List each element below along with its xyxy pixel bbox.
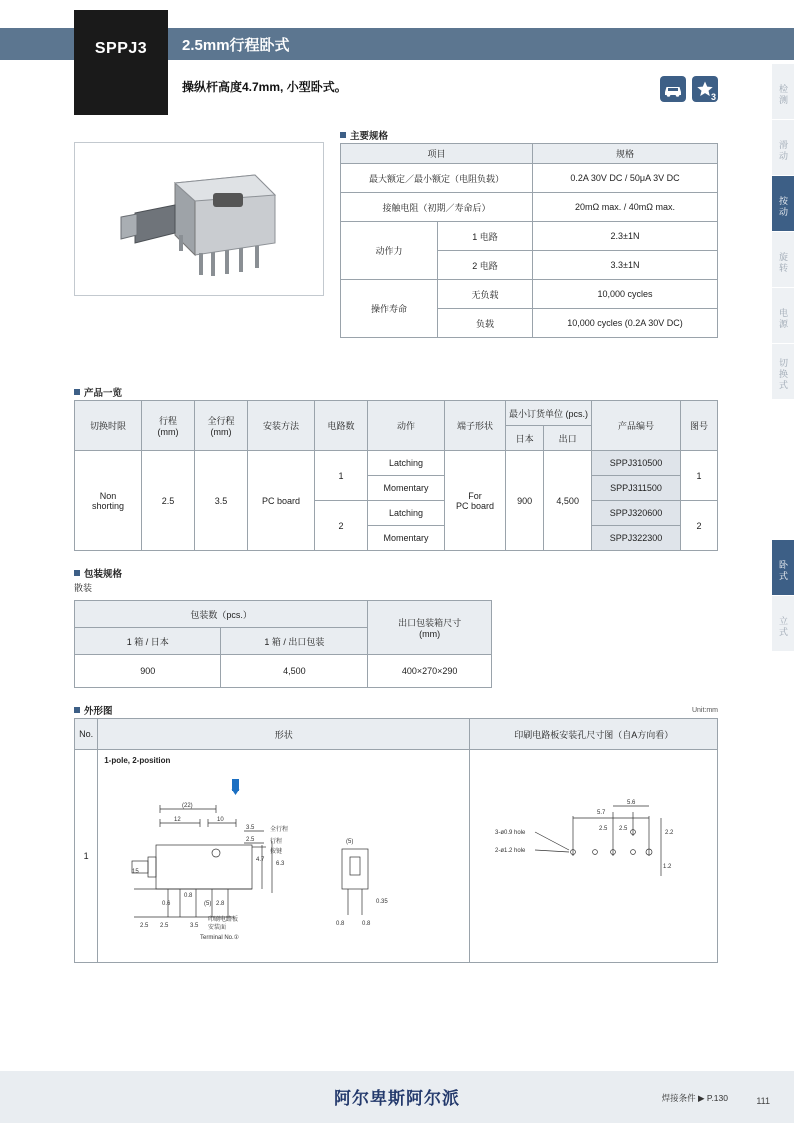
svg-text:0.8: 0.8 [336, 921, 345, 927]
switching-l1: Non [99, 490, 117, 501]
cell-travel: 2.5 [142, 451, 195, 551]
car-icon [660, 76, 686, 102]
packing-value-japan: 900 [75, 655, 221, 688]
spec-header-item: 项目 [341, 144, 533, 164]
spec-life-value: 10,000 cycles (0.2A 30V DC) [533, 309, 718, 338]
col-circuits: 电路数 [315, 401, 368, 451]
outline-shape-cell [98, 750, 470, 963]
packing-box-l2: (mm) [419, 629, 441, 639]
col-full-l2: (mm) [210, 427, 232, 437]
cell-partno: SPPJ310500 [592, 451, 681, 476]
footer-note[interactable]: 焊接条件 ▶ P.130 [661, 1093, 728, 1103]
svg-text:2.5: 2.5 [246, 837, 255, 843]
cell-terminal [445, 451, 506, 551]
right-tab-group [772, 64, 794, 400]
star-icon [692, 76, 718, 102]
table-row [75, 451, 718, 476]
cell-moq-japan: 900 [506, 451, 544, 551]
right-tab-group-2 [772, 540, 794, 652]
cell-partno: SPPJ320600 [592, 501, 681, 526]
cell-fig: 1 [681, 451, 718, 501]
spec-life-label: 操作寿命 [341, 280, 438, 338]
col-partno: 产品编号 [592, 401, 681, 451]
spec-header-value: 规格 [533, 144, 718, 164]
svg-text:2-ø1.2 hole: 2-ø1.2 hole [494, 848, 526, 854]
packing-table [74, 600, 492, 688]
svg-text:2.5: 2.5 [598, 826, 608, 832]
tab-power[interactable]: 电源 [772, 288, 794, 344]
cell-circuit: 2 [315, 501, 368, 551]
svg-text:5.6: 5.6 [626, 800, 636, 806]
product-section-title: 产品一览 [74, 385, 122, 399]
packing-box-header [368, 601, 492, 655]
cell-switching [75, 451, 142, 551]
spec-force-label: 动作力 [341, 222, 438, 280]
spec-force-sub: 1 电路 [438, 222, 533, 251]
svg-text:10: 10 [217, 817, 224, 823]
product-code-block [74, 10, 168, 115]
svg-text:3.5: 3.5 [190, 923, 199, 929]
tab-slide[interactable]: 滑动 [772, 120, 794, 176]
col-travel-l1: 行程 [158, 416, 177, 426]
tab-switching[interactable]: 切换式 [772, 344, 794, 400]
spec-life-sub: 负载 [438, 309, 533, 338]
terminal-l1: For [468, 490, 482, 501]
col-full-l1: 全行程 [207, 416, 235, 426]
spec-force-value: 2.3±1N [533, 222, 718, 251]
packing-section-title: 包装规格 [74, 566, 122, 580]
svg-text:3.5: 3.5 [246, 825, 255, 831]
packing-value-export: 4,500 [221, 655, 368, 688]
col-action: 动作 [368, 401, 445, 451]
packing-box-l1: 出口包装箱尺寸 [398, 618, 462, 628]
packing-header-export: 1 箱 / 出口包装 [221, 628, 368, 655]
svg-text:3-ø0.9 hole: 3-ø0.9 hole [494, 830, 526, 836]
pcb-hole-drawing [477, 756, 711, 934]
spec-section-title: 主要规格 [340, 128, 388, 142]
svg-text:12: 12 [174, 817, 181, 823]
svg-text:2.5: 2.5 [160, 923, 169, 929]
table-row [75, 750, 718, 963]
packing-subtitle: 散装 [74, 583, 93, 593]
svg-text:行程: 行程 [270, 839, 283, 845]
spec-item: 最大额定／最小额定（电阻负载） [341, 164, 533, 193]
svg-text:2.5: 2.5 [618, 826, 628, 832]
svg-text:2.2: 2.2 [664, 830, 674, 836]
spec-force-value: 3.3±1N [533, 251, 718, 280]
page-number: 111 [756, 1096, 770, 1106]
svg-text:0.8: 0.8 [184, 893, 193, 899]
packing-value-box: 400×270×290 [368, 655, 492, 688]
svg-text:0.6: 0.6 [162, 901, 171, 907]
spec-life-sub: 无负载 [438, 280, 533, 309]
svg-text:2.5: 2.5 [140, 923, 149, 929]
col-terminal: 端子形状 [445, 401, 506, 451]
svg-text:(22): (22) [182, 803, 193, 809]
svg-text:Terminal No.①: Terminal No.① [200, 935, 240, 941]
outline-row-no: 1 [75, 750, 98, 963]
product-code: SPPJ3 [94, 40, 148, 57]
svg-text:(5): (5) [346, 839, 354, 845]
page-title: 2.5mm行程卧式 [182, 37, 290, 54]
svg-text:(5): (5) [204, 901, 212, 907]
spec-item: 接触电阻（初期／寿命后） [341, 193, 533, 222]
cell-action: Momentary [368, 526, 445, 551]
unit-label: Unit:mm [691, 707, 718, 714]
svg-text:1.2: 1.2 [662, 864, 672, 870]
col-fig: 图号 [681, 401, 718, 451]
svg-text:4.7: 4.7 [256, 857, 265, 863]
svg-text:15: 15 [132, 869, 139, 875]
svg-text:安装面: 安装面 [208, 925, 227, 931]
terminal-l2: PC board [455, 500, 495, 511]
svg-text:0.35: 0.35 [376, 899, 388, 905]
spec-value: 0.2A 30V DC / 50μA 3V DC [533, 164, 718, 193]
badge-group [660, 76, 718, 102]
spec-table [340, 143, 718, 338]
tab-horizontal[interactable]: 卧式 [772, 540, 794, 596]
cell-action: Momentary [368, 476, 445, 501]
packing-header-japan: 1 箱 / 日本 [75, 628, 221, 655]
outline-section-title: 外形图 [74, 703, 113, 717]
tab-vertical[interactable]: 立式 [772, 596, 794, 652]
table-row [75, 655, 492, 688]
svg-text:印刷电路板: 印刷电路板 [208, 917, 239, 923]
tab-rotary[interactable]: 旋转 [772, 232, 794, 288]
cell-moq-export: 4,500 [544, 451, 592, 551]
svg-text:全行程: 全行程 [270, 827, 289, 833]
outline-col-shape: 形状 [98, 719, 470, 750]
spec-value: 20mΩ max. / 40mΩ max. [533, 193, 718, 222]
page-subtitle: 操纵杆高度4.7mm, 小型卧式。 [182, 80, 347, 94]
cell-partno: SPPJ322300 [592, 526, 681, 551]
product-table [74, 400, 718, 551]
col-full-travel [195, 401, 248, 451]
cell-action: Latching [368, 501, 445, 526]
outline-pcb-cell [470, 750, 718, 963]
col-moq: 最小订货单位 (pcs.) [506, 401, 592, 426]
spec-force-sub: 2 电路 [438, 251, 533, 280]
svg-text:6.3: 6.3 [276, 861, 285, 867]
svg-text:0.8: 0.8 [362, 921, 371, 927]
tab-push[interactable]: 按动 [772, 176, 794, 232]
cell-partno: SPPJ311500 [592, 476, 681, 501]
col-travel [142, 401, 195, 451]
spec-life-value: 10,000 cycles [533, 280, 718, 309]
col-switching: 切换时限 [75, 401, 142, 451]
col-mount: 安装方法 [248, 401, 315, 451]
col-moq-japan: 日本 [506, 426, 544, 451]
svg-text:5.7: 5.7 [596, 810, 606, 816]
col-moq-export: 出口 [544, 426, 592, 451]
cell-full-travel: 3.5 [195, 451, 248, 551]
outline-drawing-front [104, 765, 462, 943]
col-travel-l2: (mm) [157, 427, 179, 437]
cell-action: Latching [368, 451, 445, 476]
cell-circuit: 1 [315, 451, 368, 501]
shape-caption: 1-pole, 2-position [104, 756, 171, 765]
outline-table [74, 718, 718, 963]
product-photo [74, 142, 324, 296]
switching-l2: shorting [91, 500, 125, 511]
cell-mount: PC board [248, 451, 315, 551]
outline-col-pcb: 印刷电路板安装孔尺寸图（自A方向看） [470, 719, 718, 750]
star-badge-count: 3 [710, 92, 716, 102]
packing-group-header: 包装数（pcs.） [75, 601, 368, 628]
cell-fig: 2 [681, 501, 718, 551]
outline-col-no: No. [75, 719, 98, 750]
svg-text:2.8: 2.8 [216, 901, 225, 907]
tab-inspection[interactable]: 检测 [772, 64, 794, 120]
svg-text:按键: 按键 [270, 849, 283, 855]
brand-name: 阿尔卑斯阿尔派 [334, 1089, 460, 1108]
